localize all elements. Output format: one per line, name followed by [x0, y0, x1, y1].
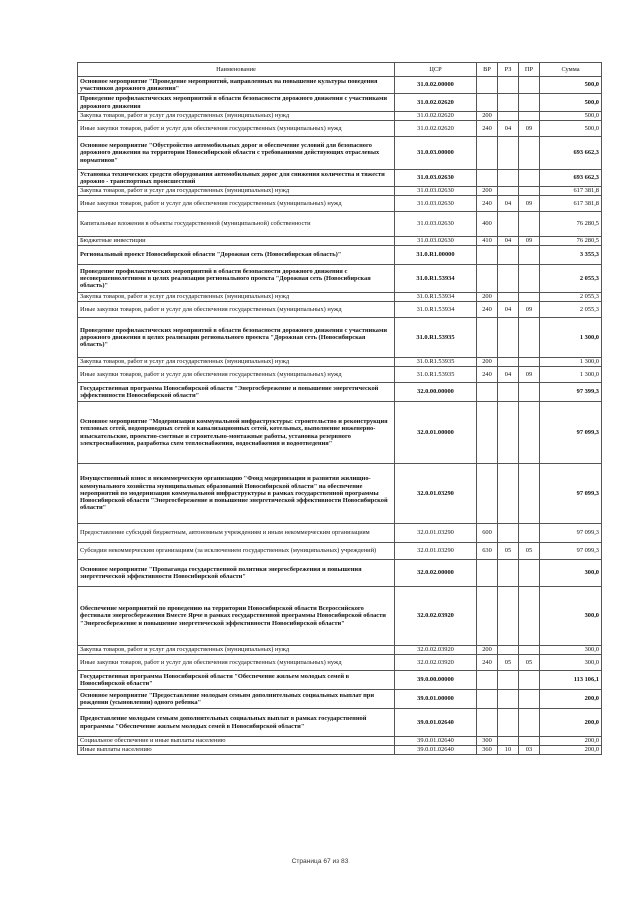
row-csr-cell: 31.0.R1.00000 [395, 246, 477, 265]
row-rz-cell [498, 646, 519, 655]
row-vr-cell [477, 560, 498, 587]
row-name-cell: Иные выплаты населению [78, 746, 395, 755]
row-pr-cell: 03 [519, 746, 540, 755]
table-row [78, 293, 602, 302]
row-vr-cell: 240 [477, 655, 498, 671]
row-rz-cell [498, 293, 519, 302]
row-vr-cell: 410 [477, 237, 498, 246]
row-rz-cell [498, 587, 519, 646]
row-csr-cell: 31.0.R1.53934 [395, 265, 477, 293]
row-pr-cell [519, 671, 540, 690]
header-pr: ПР [519, 63, 540, 77]
row-name-cell: Государственная программа Новосибирской области "Энергосбережение и повышение энергетической эффективности Новосибирской области" [78, 383, 395, 402]
table-row [78, 170, 602, 187]
table-header-row [78, 63, 602, 77]
row-name-cell: Иные закупки товаров, работ и услуг для обеспечения государственных (муниципальных) нужд [78, 367, 395, 383]
table-row [78, 318, 602, 358]
row-vr-cell [477, 77, 498, 94]
header-rz: РЗ [498, 63, 519, 77]
row-rz-cell [498, 137, 519, 170]
row-name-cell: Проведение профилактических мероприятий в области безопасности дорожного движения с участниками дорожного движения в целях реализации регионального проекта "Дорожная сеть (Новосибирская область)" [78, 318, 395, 358]
row-name-cell: Закупка товаров, работ и услуг для государственных (муниципальных) нужд [78, 293, 395, 302]
row-vr-cell [477, 464, 498, 524]
row-sum-cell: 97 099,3 [540, 464, 602, 524]
table-row [78, 671, 602, 690]
row-vr-cell [477, 94, 498, 112]
row-vr-cell [477, 383, 498, 402]
row-csr-cell: 31.0.02.00000 [395, 77, 477, 94]
row-csr-cell: 32.0.01.03290 [395, 464, 477, 524]
header-csr: ЦСР [395, 63, 477, 77]
header-sum: Сумма [540, 63, 602, 77]
row-name-cell: Капитальные вложения в объекты государственной (муниципальной) собственности [78, 212, 395, 237]
row-rz-cell [498, 383, 519, 402]
row-sum-cell: 300,0 [540, 560, 602, 587]
row-rz-cell [498, 737, 519, 746]
row-name-cell: Основное мероприятие "Пропаганда государственной политики энергосбережения и повышения энергетической эффективности Новосибирской области" [78, 560, 395, 587]
row-pr-cell [519, 464, 540, 524]
row-csr-cell: 31.0.03.02630 [395, 196, 477, 212]
row-sum-cell: 200,0 [540, 746, 602, 755]
row-vr-cell: 240 [477, 196, 498, 212]
row-pr-cell [519, 690, 540, 709]
row-rz-cell [498, 212, 519, 237]
row-csr-cell: 31.0.03.02630 [395, 170, 477, 187]
row-pr-cell [519, 112, 540, 121]
row-vr-cell: 200 [477, 187, 498, 196]
row-sum-cell: 2 055,3 [540, 302, 602, 318]
row-sum-cell: 97 099,3 [540, 543, 602, 560]
row-pr-cell [519, 358, 540, 367]
row-name-cell: Основное мероприятие "Обустройство автомобильных дорог и обеспечение условий для безопасного дорожного движения на территории Новосибирской области с требованиями действующих отраслевых нормативов" [78, 137, 395, 170]
table-row [78, 587, 602, 646]
row-rz-cell: 05 [498, 655, 519, 671]
row-vr-cell [477, 246, 498, 265]
row-sum-cell: 76 280,5 [540, 212, 602, 237]
row-csr-cell: 39.0.01.02640 [395, 737, 477, 746]
row-vr-cell: 400 [477, 212, 498, 237]
row-csr-cell: 31.0.02.02620 [395, 94, 477, 112]
row-rz-cell [498, 358, 519, 367]
row-vr-cell [477, 265, 498, 293]
row-csr-cell: 31.0.03.02630 [395, 237, 477, 246]
row-sum-cell: 3 355,3 [540, 246, 602, 265]
table-row [78, 94, 602, 112]
row-csr-cell: 39.0.01.00000 [395, 690, 477, 709]
row-name-cell: Закупка товаров, работ и услуг для государственных (муниципальных) нужд [78, 112, 395, 121]
row-pr-cell: 09 [519, 196, 540, 212]
page-number: Страница 67 из 83 [291, 858, 349, 865]
table-row [78, 358, 602, 367]
row-name-cell: Основное мероприятие "Предоставление молодым семьям дополнительных социальных выплат при рождении (усыновлении) одного ребенка" [78, 690, 395, 709]
table-row [78, 112, 602, 121]
row-csr-cell: 31.0.02.02620 [395, 121, 477, 137]
row-pr-cell [519, 212, 540, 237]
table-row [78, 246, 602, 265]
row-csr-cell: 31.0.R1.53934 [395, 302, 477, 318]
row-rz-cell: 05 [498, 543, 519, 560]
row-csr-cell: 31.0.R1.53935 [395, 358, 477, 367]
row-sum-cell: 97 099,3 [540, 402, 602, 464]
table-body [78, 77, 602, 755]
row-vr-cell: 240 [477, 121, 498, 137]
row-name-cell: Предоставление молодым семьям дополнительных социальных выплат в рамках государственной программы "Обеспечение жильем молодых семей в Новосибирской области" [78, 709, 395, 737]
row-rz-cell [498, 187, 519, 196]
row-rz-cell [498, 560, 519, 587]
table-row [78, 265, 602, 293]
table-row [78, 383, 602, 402]
row-rz-cell [498, 524, 519, 543]
row-vr-cell [477, 318, 498, 358]
row-csr-cell: 31.0.R1.53935 [395, 367, 477, 383]
row-sum-cell: 300,0 [540, 646, 602, 655]
row-pr-cell: 05 [519, 655, 540, 671]
row-sum-cell: 500,0 [540, 121, 602, 137]
row-rz-cell [498, 265, 519, 293]
row-name-cell: Иные закупки товаров, работ и услуг для обеспечения государственных (муниципальных) нужд [78, 196, 395, 212]
table-row [78, 237, 602, 246]
table-row [78, 187, 602, 196]
table-row [78, 655, 602, 671]
row-vr-cell: 240 [477, 302, 498, 318]
row-name-cell: Закупка товаров, работ и услуг для государственных (муниципальных) нужд [78, 646, 395, 655]
row-rz-cell: 04 [498, 121, 519, 137]
row-csr-cell: 31.0.R1.53935 [395, 318, 477, 358]
row-vr-cell [477, 671, 498, 690]
row-sum-cell: 617 381,8 [540, 196, 602, 212]
row-vr-cell: 300 [477, 737, 498, 746]
row-name-cell: Иные закупки товаров, работ и услуг для обеспечения государственных (муниципальных) нужд [78, 302, 395, 318]
row-pr-cell [519, 560, 540, 587]
row-sum-cell: 300,0 [540, 655, 602, 671]
row-sum-cell: 200,0 [540, 709, 602, 737]
row-name-cell: Основное мероприятие "Проведение мероприятий, направленных на повышение культуры поведения участников дорожного движения" [78, 77, 395, 94]
row-name-cell: Предоставление субсидий бюджетным, автономным учреждениям и иным некоммерческим организациям [78, 524, 395, 543]
row-name-cell: Закупка товаров, работ и услуг для государственных (муниципальных) нужд [78, 358, 395, 367]
table-row [78, 690, 602, 709]
row-pr-cell [519, 293, 540, 302]
row-name-cell: Основное мероприятие "Модернизация коммунальной инфраструктуры: строительство и реконструкция тепловых сетей, водопроводных сетей и канализационных сетей, котельных, выполнение инженерно-изыскательские, проектно-сметные и строительно-монтажные работы, установка резервного электроснабжения, разработка схем теплоснабжения, водоснабжения и водоотведения" [78, 402, 395, 464]
row-csr-cell: 32.0.01.00000 [395, 402, 477, 464]
row-rz-cell [498, 318, 519, 358]
header-name: Наименование [78, 63, 395, 77]
row-name-cell: Социальное обеспечение и иные выплаты населению [78, 737, 395, 746]
row-vr-cell: 200 [477, 646, 498, 655]
row-rz-cell [498, 112, 519, 121]
row-pr-cell [519, 246, 540, 265]
row-csr-cell: 31.0.02.02620 [395, 112, 477, 121]
row-rz-cell [498, 246, 519, 265]
row-sum-cell: 97 399,3 [540, 383, 602, 402]
row-pr-cell [519, 524, 540, 543]
row-sum-cell: 500,0 [540, 112, 602, 121]
table-row [78, 737, 602, 746]
row-sum-cell: 617 381,8 [540, 187, 602, 196]
row-rz-cell [498, 170, 519, 187]
row-csr-cell: 32.0.02.03920 [395, 646, 477, 655]
row-pr-cell: 09 [519, 121, 540, 137]
row-pr-cell [519, 737, 540, 746]
table-row [78, 464, 602, 524]
row-csr-cell: 39.0.00.00000 [395, 671, 477, 690]
row-rz-cell: 04 [498, 196, 519, 212]
row-name-cell: Установка технических средств оборудования автомобильных дорог для снижения количества и тяжести дорожно - транспортных происшествий [78, 170, 395, 187]
row-name-cell: Обеспечение мероприятий по проведению на территории Новосибирской области Всероссийского фестиваля энергосбережения Вместе Ярче в рамках государственной программы Новосибирской области "Энергосбережение и повышение энергетической эффективности Новосибирской области" [78, 587, 395, 646]
row-name-cell: Иные закупки товаров, работ и услуг для обеспечения государственных (муниципальных) нужд [78, 655, 395, 671]
row-vr-cell [477, 170, 498, 187]
row-vr-cell: 200 [477, 112, 498, 121]
row-pr-cell [519, 587, 540, 646]
table-row [78, 121, 602, 137]
row-csr-cell: 31.0.03.02630 [395, 187, 477, 196]
row-rz-cell [498, 464, 519, 524]
row-vr-cell [477, 587, 498, 646]
table-row [78, 196, 602, 212]
row-sum-cell: 97 099,3 [540, 524, 602, 543]
row-rz-cell: 04 [498, 302, 519, 318]
row-sum-cell: 693 662,3 [540, 137, 602, 170]
row-rz-cell [498, 77, 519, 94]
row-name-cell: Имущественный взнос в некоммерческую организацию "Фонд модернизации и развития жилищно-коммунального хозяйства муниципальных образований Новосибирской области" на обеспечение мероприятий по модернизации коммунальной инфраструктуры в рамках государственной программы Новосибирской области "Энергосбережение и повышение энергетической эффективности Новосибирской области" [78, 464, 395, 524]
row-name-cell: Субсидии некоммерческим организациям (за исключением государственных (муниципальных) учреждений) [78, 543, 395, 560]
table-row [78, 746, 602, 755]
row-vr-cell [477, 690, 498, 709]
row-sum-cell: 500,0 [540, 77, 602, 94]
row-rz-cell: 10 [498, 746, 519, 755]
row-pr-cell [519, 170, 540, 187]
row-pr-cell [519, 187, 540, 196]
row-sum-cell: 1 300,0 [540, 367, 602, 383]
row-vr-cell [477, 709, 498, 737]
row-pr-cell [519, 137, 540, 170]
table-row [78, 302, 602, 318]
row-vr-cell: 200 [477, 358, 498, 367]
table-row [78, 543, 602, 560]
row-rz-cell [498, 94, 519, 112]
row-csr-cell: 39.0.01.02640 [395, 709, 477, 737]
row-csr-cell: 31.0.R1.53934 [395, 293, 477, 302]
row-csr-cell: 32.0.01.03290 [395, 543, 477, 560]
row-vr-cell: 360 [477, 746, 498, 755]
row-name-cell: Бюджетные инвестиции [78, 237, 395, 246]
table-row [78, 560, 602, 587]
row-rz-cell [498, 671, 519, 690]
row-sum-cell: 1 300,0 [540, 318, 602, 358]
row-csr-cell: 32.0.00.00000 [395, 383, 477, 402]
row-pr-cell: 05 [519, 543, 540, 560]
row-rz-cell [498, 690, 519, 709]
row-rz-cell [498, 402, 519, 464]
row-pr-cell [519, 383, 540, 402]
row-name-cell: Региональный проект Новосибирской области "Дорожная сеть (Новосибирская область)" [78, 246, 395, 265]
table-row [78, 212, 602, 237]
row-name-cell: Государственная программа Новосибирской области "Обеспечение жильем молодых семей в Новосибирской области" [78, 671, 395, 690]
row-vr-cell: 600 [477, 524, 498, 543]
table-row [78, 137, 602, 170]
budget-table [77, 62, 602, 755]
row-sum-cell: 113 106,1 [540, 671, 602, 690]
row-csr-cell: 39.0.01.02640 [395, 746, 477, 755]
row-pr-cell [519, 709, 540, 737]
table-row [78, 709, 602, 737]
row-csr-cell: 32.0.02.03920 [395, 655, 477, 671]
row-vr-cell: 240 [477, 367, 498, 383]
row-pr-cell [519, 265, 540, 293]
row-vr-cell: 200 [477, 293, 498, 302]
row-name-cell: Иные закупки товаров, работ и услуг для обеспечения государственных (муниципальных) нужд [78, 121, 395, 137]
row-rz-cell [498, 709, 519, 737]
row-vr-cell [477, 137, 498, 170]
table-row [78, 402, 602, 464]
row-csr-cell: 32.0.01.03290 [395, 524, 477, 543]
row-pr-cell [519, 402, 540, 464]
row-sum-cell: 2 055,3 [540, 293, 602, 302]
row-pr-cell [519, 318, 540, 358]
row-csr-cell: 31.0.03.02630 [395, 212, 477, 237]
row-rz-cell: 04 [498, 367, 519, 383]
row-pr-cell [519, 646, 540, 655]
table-row [78, 367, 602, 383]
row-pr-cell [519, 94, 540, 112]
header-vr: ВР [477, 63, 498, 77]
row-sum-cell: 1 300,0 [540, 358, 602, 367]
row-csr-cell: 31.0.03.00000 [395, 137, 477, 170]
row-name-cell: Проведение профилактических мероприятий в области безопасности дорожного движения с участниками дорожного движения [78, 94, 395, 112]
row-sum-cell: 200,0 [540, 690, 602, 709]
row-rz-cell: 04 [498, 237, 519, 246]
row-sum-cell: 693 662,3 [540, 170, 602, 187]
table-row [78, 77, 602, 94]
row-vr-cell [477, 402, 498, 464]
row-sum-cell: 300,0 [540, 587, 602, 646]
table-row [78, 524, 602, 543]
row-sum-cell: 200,0 [540, 737, 602, 746]
row-pr-cell: 09 [519, 302, 540, 318]
row-pr-cell: 09 [519, 237, 540, 246]
row-sum-cell: 2 055,3 [540, 265, 602, 293]
table-row [78, 646, 602, 655]
row-pr-cell: 09 [519, 367, 540, 383]
budget-table-container [77, 62, 601, 755]
row-csr-cell: 32.0.02.00000 [395, 560, 477, 587]
row-sum-cell: 76 280,5 [540, 237, 602, 246]
row-name-cell: Проведение профилактических мероприятий в области безопасности дорожного движения с несовершеннолетними в целях реализации регионального проекта "Дорожная сеть (Новосибирская область)" [78, 265, 395, 293]
row-vr-cell: 630 [477, 543, 498, 560]
row-pr-cell [519, 77, 540, 94]
row-name-cell: Закупка товаров, работ и услуг для государственных (муниципальных) нужд [78, 187, 395, 196]
row-sum-cell: 500,0 [540, 94, 602, 112]
row-csr-cell: 32.0.02.03920 [395, 587, 477, 646]
